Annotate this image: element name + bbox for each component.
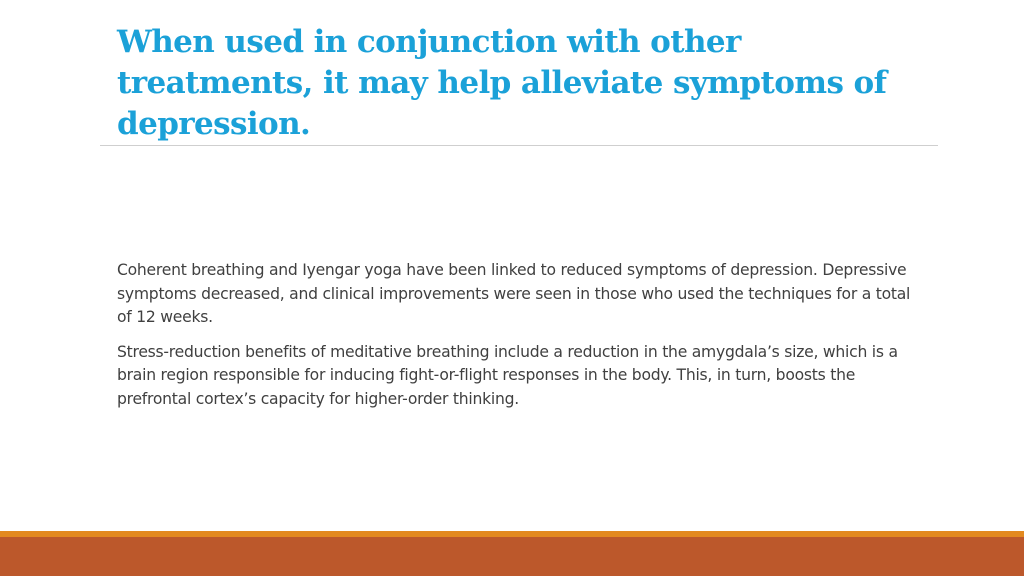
title-divider bbox=[100, 145, 938, 146]
body-paragraph-2: Stress-reduction benefits of meditative breathing include a reduction in the amygdala’s size, which is a brain region responsible for inducing fight-or-flight responses in the body. This, in turn, boosts the prefrontal cortex’s capacity for higher-order thinking. bbox=[117, 342, 898, 408]
slide-body bbox=[117, 259, 927, 422]
body-paragraph-1: Coherent breathing and Iyengar yoga have been linked to reduced symptoms of depression. Depressive symptoms decreased, and clinical improvements were seen in those who used the techniques for a total of 12 weeks. bbox=[117, 261, 911, 326]
slide-title: When used in conjunction with other treatments, it may help alleviate symptoms of depression. bbox=[117, 24, 887, 142]
footer-band bbox=[0, 537, 1024, 576]
